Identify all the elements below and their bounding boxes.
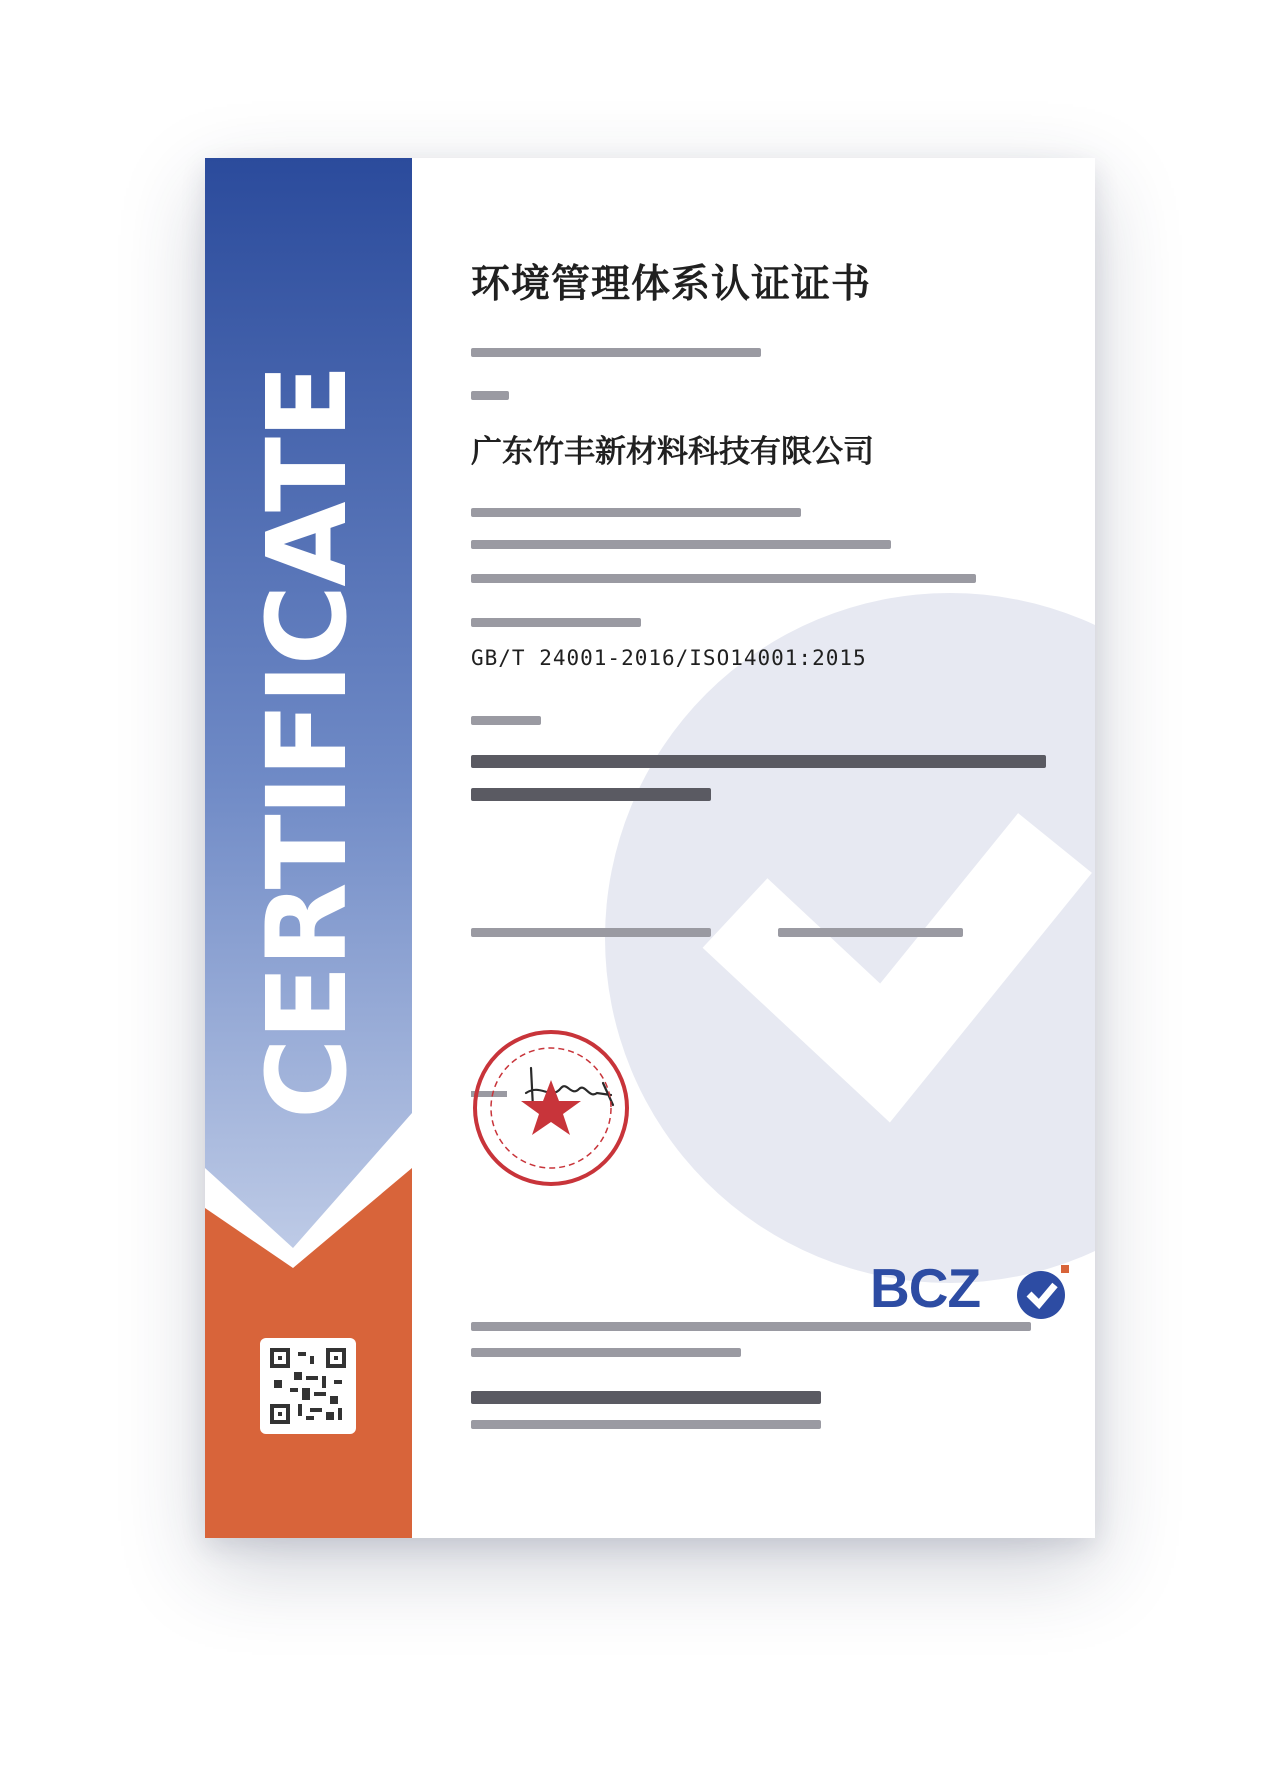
certification-standard: GB/T 24001-2016/ISO14001:2015 — [471, 646, 867, 670]
qr-code — [260, 1338, 356, 1434]
issuer-address — [471, 1420, 821, 1429]
certificate-sidebar — [205, 158, 412, 1538]
expiry-date-text — [778, 928, 963, 937]
address-line — [471, 540, 891, 549]
holder-label-text — [471, 391, 509, 400]
qr-code-icon — [270, 1348, 346, 1424]
company-name: 广东竹丰新材料科技有限公司 — [471, 434, 874, 470]
certificate-number-text — [471, 348, 761, 357]
red-star-seal-icon — [471, 1028, 631, 1188]
note-line — [471, 1348, 741, 1357]
certificate — [205, 158, 1095, 1538]
address-line — [471, 574, 976, 583]
issue-date-text — [471, 928, 711, 937]
sidebar-vertical-title: CERTIFICATE — [243, 365, 371, 1119]
standard-label-text — [471, 618, 641, 627]
scope-line — [471, 788, 711, 801]
check-circle-icon — [1015, 1263, 1075, 1323]
certificate-title: 环境管理体系认证证书 — [471, 261, 872, 307]
issuer-name — [471, 1391, 821, 1404]
brand-logo-text: BCZ — [870, 1257, 981, 1319]
address-line — [471, 508, 801, 517]
scope-label-text — [471, 716, 541, 725]
note-line — [471, 1322, 1031, 1331]
scope-line — [471, 755, 1046, 768]
